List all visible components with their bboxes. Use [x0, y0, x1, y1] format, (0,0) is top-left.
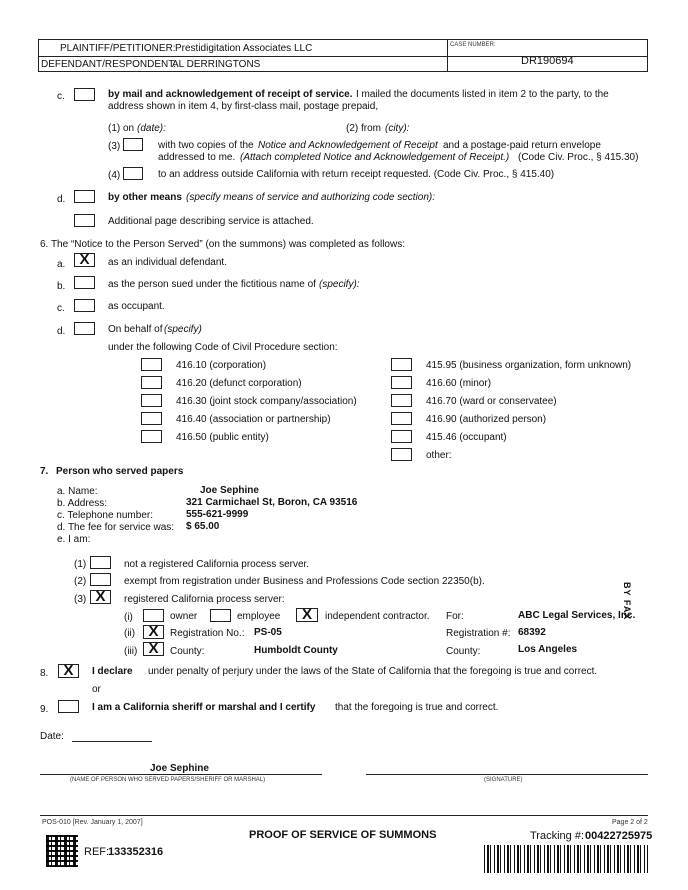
code-other: other:: [426, 450, 452, 461]
item-6a-checkbox[interactable]: [74, 253, 95, 267]
code-416-90: 416.90 (authorized person): [426, 414, 547, 425]
fee-label: d. The fee for service was:: [57, 522, 175, 533]
item-7-heading: Person who served papers: [56, 466, 184, 477]
item-5c3-text2b: (Attach completed Notice and Acknowledgement of Receipt.): [240, 152, 510, 163]
item-6b-text: as the person sued under the fictitious name of: [108, 279, 316, 290]
employee-label: employee: [237, 611, 281, 622]
item-5c4-num: (4): [108, 170, 121, 181]
item-6a-text: as an individual defendant.: [108, 257, 227, 268]
item-6b-letter: b.: [57, 281, 66, 292]
code-416-30-checkbox[interactable]: [141, 394, 162, 407]
tracking-value: 00422725975: [585, 830, 653, 842]
item-7e2-checkbox[interactable]: [90, 573, 111, 586]
item-8-num: 8.: [40, 668, 49, 679]
item-5c3-num: (3): [108, 141, 121, 152]
signature-line[interactable]: [366, 774, 648, 775]
case-number: DR190694: [521, 55, 574, 67]
county-checkbox[interactable]: [143, 642, 164, 656]
tracking-label: Tracking #:: [530, 830, 585, 842]
item-5c-letter: c.: [57, 91, 65, 102]
item-5d-checkbox[interactable]: [74, 190, 95, 203]
item-6a-letter: a.: [57, 259, 66, 270]
item-5d-title: by other means: [108, 192, 182, 203]
item-9-num: 9.: [40, 704, 49, 715]
item-8-text: under penalty of perjury under the laws of the State of California that the foregoing is true and correct.: [148, 666, 598, 677]
barcode-icon: [484, 845, 648, 873]
item-5c3-text2c: (Code Civ. Proc., § 415.30): [518, 152, 639, 163]
code-415-95: 415.95 (business organization, form unknown): [426, 360, 632, 371]
item-6c-letter: c.: [57, 303, 65, 314]
item-7-num: 7.: [40, 466, 49, 477]
code-416-60: 416.60 (minor): [426, 378, 492, 389]
code-416-60-checkbox[interactable]: [391, 376, 412, 389]
code-416-20-checkbox[interactable]: [141, 376, 162, 389]
code-416-10: 416.10 (corporation): [176, 360, 267, 371]
item-9-checkbox[interactable]: [58, 700, 79, 713]
code-416-40: 416.40 (association or partnership): [176, 414, 331, 425]
item-5c1-date: (date):: [137, 123, 166, 134]
item-6b-specify: (specify):: [319, 279, 360, 290]
item-5d-letter: d.: [57, 194, 66, 205]
item-5c3-text2a: addressed to me.: [158, 152, 236, 163]
date-label: Date:: [40, 731, 64, 742]
item-7e2-num: (2): [74, 576, 87, 587]
item-5c3-text1a: with two copies of the: [158, 140, 254, 151]
item-5c2-label: (2) from: [346, 123, 381, 134]
qr-code-icon: [46, 835, 78, 867]
owner-label: owner: [170, 611, 198, 622]
code-415-46-checkbox[interactable]: [391, 430, 412, 443]
item-7e3-text: registered California process server:: [124, 594, 285, 605]
item-6d-text: On behalf of: [108, 324, 163, 335]
item-7e2-text: exempt from registration under Business and Professions Code section 22350(b).: [124, 576, 485, 587]
item-5c4-text: to an address outside California with return receipt requested. (Code Civ. Proc., § 415.40): [158, 169, 555, 180]
employee-checkbox[interactable]: [210, 609, 231, 622]
item-7e1-num: (1): [74, 559, 87, 570]
item-5c3-text1b: Notice and Acknowledgement of Receipt: [258, 140, 438, 151]
independent-contractor-checkbox[interactable]: [296, 608, 318, 622]
server-address: 321 Carmichael St, Boron, CA 93516: [186, 497, 358, 508]
item-5c2-city: (city):: [385, 123, 410, 134]
or-text: or: [92, 684, 101, 695]
item-5d-text: (specify means of service and authorizing code section):: [186, 192, 436, 203]
item-6d-checkbox[interactable]: [74, 322, 95, 335]
item-6d-letter: d.: [57, 326, 66, 337]
county-value: Humboldt County: [254, 645, 338, 656]
address-label: b. Address:: [57, 498, 108, 509]
item-6c-checkbox[interactable]: [74, 299, 95, 312]
code-416-20: 416.20 (defunct corporation): [176, 378, 302, 389]
item-6c-text: as occupant.: [108, 301, 165, 312]
plaintiff-label: PLAINTIFF/PETITIONER:: [60, 43, 176, 54]
owner-checkbox[interactable]: [143, 609, 164, 622]
county2-value: Los Angeles: [518, 644, 578, 655]
registration-checkbox[interactable]: [143, 625, 164, 639]
ref-label: REF:: [84, 846, 110, 858]
name-label: a. Name:: [57, 486, 98, 497]
item-5c-checkbox[interactable]: [74, 88, 95, 101]
registration-hash-label: Registration #:: [446, 628, 511, 639]
item-9-text: that the foregoing is true and correct.: [335, 702, 499, 713]
name-line: [40, 774, 322, 775]
independent-contractor-label: independent contractor.: [325, 611, 430, 622]
signature-caption: (SIGNATURE): [484, 777, 523, 783]
additional-page-checkbox[interactable]: [74, 214, 95, 227]
item-9-bold: I am a California sheriff or marshal and I certify: [92, 702, 316, 713]
county-label: County:: [170, 646, 205, 657]
code-416-10-checkbox[interactable]: [141, 358, 162, 371]
server-telephone: 555-621-9999: [186, 509, 249, 520]
code-416-70-checkbox[interactable]: [391, 394, 412, 407]
item-7e3-num: (3): [74, 594, 87, 605]
form-id: POS-010 [Rev. January 1, 2007]: [42, 819, 143, 826]
ref-value: 133352316: [108, 846, 164, 858]
defendant-label: DEFENDANT/RESPONDENT:: [41, 59, 177, 70]
code-416-50: 416.50 (public entity): [176, 432, 269, 443]
for-label: For:: [446, 611, 464, 622]
item-5c3-checkbox[interactable]: [123, 138, 143, 151]
item-8-checkbox[interactable]: [58, 664, 79, 678]
case-number-label: CASE NUMBER:: [450, 42, 496, 48]
code-416-90-checkbox[interactable]: [391, 412, 412, 425]
date-line[interactable]: [72, 741, 152, 742]
item-7e3-checkbox[interactable]: [90, 590, 111, 604]
form-title: PROOF OF SERVICE OF SUMMONS: [249, 829, 437, 841]
item-6-heading: 6. The “Notice to the Person Served” (on the summons) was completed as follows:: [40, 239, 405, 250]
item-7e3ii-num: (ii): [124, 628, 136, 639]
item-5c-title: by mail and acknowledgement of receipt of service.: [108, 89, 353, 100]
code-415-95-checkbox[interactable]: [391, 358, 412, 371]
item-5c4-checkbox[interactable]: [123, 167, 143, 180]
registration-label: Registration No.:: [170, 628, 245, 639]
item-6d-specify: (specify): [164, 324, 202, 335]
code-416-40-checkbox[interactable]: [141, 412, 162, 425]
by-fax-stamp: BY FAX: [622, 582, 632, 621]
page-number: Page 2 of 2: [612, 819, 648, 826]
defendant-value: AL DERRINGTONS: [172, 59, 261, 70]
registration-hash-value: 68392: [518, 627, 546, 638]
service-fee: $ 65.00: [186, 521, 220, 532]
additional-page-text: Additional page describing service is attached.: [108, 216, 314, 227]
i-am-label: e. I am:: [57, 534, 91, 545]
server-name: Joe Sephine: [200, 485, 259, 496]
item-7e3i-num: (i): [124, 612, 133, 623]
code-415-46: 415.46 (occupant): [426, 432, 507, 443]
code-other-checkbox[interactable]: [391, 448, 412, 461]
footer-divider: [40, 815, 648, 816]
registration-value: PS-05: [254, 627, 282, 638]
item-8-bold: I declare: [92, 666, 133, 677]
item-6d-sub: under the following Code of Civil Procedure section:: [108, 342, 338, 353]
item-5c-text2: address shown in item 4, by first-class mail, postage prepaid,: [108, 101, 379, 112]
printed-name: Joe Sephine: [150, 763, 209, 774]
code-416-70: 416.70 (ward or conservatee): [426, 396, 557, 407]
telephone-label: c. Telephone number:: [57, 510, 153, 521]
item-5c-text1: I mailed the documents listed in item 2 to the party, to the: [356, 89, 609, 100]
plaintiff-value: Prestidigitation Associates LLC: [175, 43, 313, 54]
county2-label: County:: [446, 646, 481, 657]
item-5c3-text1c: and a postage-paid return envelope: [443, 140, 601, 151]
code-416-50-checkbox[interactable]: [141, 430, 162, 443]
item-7e1-checkbox[interactable]: [90, 556, 111, 569]
item-7e1-text: not a registered California process server.: [124, 559, 310, 570]
for-value: ABC Legal Services, Inc.: [518, 610, 636, 621]
name-caption: (NAME OF PERSON WHO SERVED PAPERS/SHERIFF OR MARSHAL): [70, 777, 266, 783]
item-5c1-label: (1) on: [108, 123, 135, 134]
item-6b-checkbox[interactable]: [74, 276, 95, 289]
code-416-30: 416.30 (joint stock company/association): [176, 396, 357, 407]
item-7e3iii-num: (iii): [124, 646, 138, 657]
